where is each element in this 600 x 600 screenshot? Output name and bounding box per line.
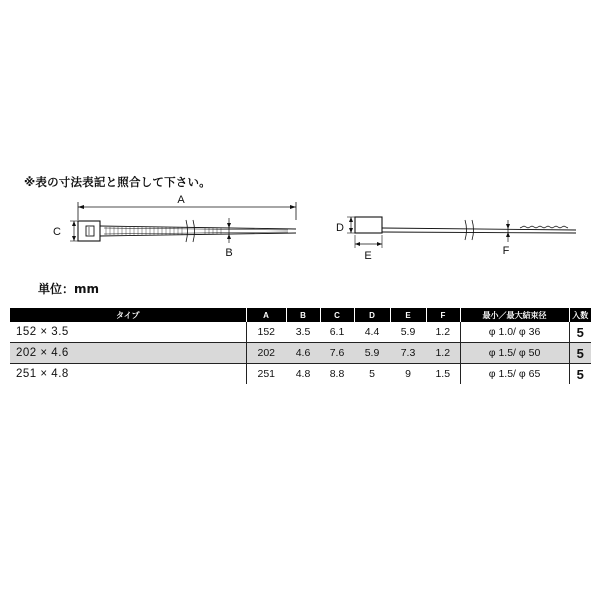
cell-c: 6.1 (320, 322, 354, 343)
cell-a: 152 (246, 322, 286, 343)
cell-d: 4.4 (354, 322, 390, 343)
cell-bundle-diameter: φ 1.5/ φ 50 (460, 343, 569, 364)
cell-b: 4.6 (286, 343, 320, 364)
header-f: F (426, 308, 460, 322)
cell-d: 5.9 (354, 343, 390, 364)
cell-bundle-diameter: φ 1.0/ φ 36 (460, 322, 569, 343)
dim-label-a: A (177, 194, 185, 206)
header-d: D (354, 308, 390, 322)
cell-quantity: 5 (569, 322, 591, 343)
cell-type: 202 × 4.6 (10, 343, 246, 364)
cell-e: 9 (405, 368, 411, 380)
dimension-note: ※表の寸法表記と照合して下さい。 (24, 175, 211, 189)
cell-e: 5.9 (390, 322, 426, 343)
header-a: A (246, 308, 286, 322)
cell-c: 7.6 (320, 343, 354, 364)
cell-type: 251 × 4.8 (10, 364, 246, 385)
table-header-row (10, 308, 591, 322)
header-c: C (320, 308, 354, 322)
unit-label: 単位：mm (38, 282, 100, 296)
cell-bundle-diameter: φ 1.5/ φ 65 (460, 364, 569, 385)
cell-b: 3.5 (286, 322, 320, 343)
table-row (10, 364, 591, 385)
cell-quantity: 5 (569, 343, 591, 364)
cell-c: 8.8 (329, 368, 345, 380)
header-b: B (286, 308, 320, 322)
dim-label-f: F (502, 245, 510, 257)
cell-a: 202 (246, 343, 286, 364)
side-view-illustration (347, 217, 576, 248)
cell-f: 1.2 (426, 343, 460, 364)
cell-f: 1.5 (435, 368, 451, 380)
cell-a: 251 (257, 368, 276, 380)
header-bundle-diameter: 最小／最大結束径 (460, 308, 569, 322)
cell-type: 152 × 3.5 (10, 322, 246, 343)
cell-d: 5 (369, 368, 375, 380)
cable-tie-diagram (0, 190, 600, 270)
dim-label-e: E (364, 250, 372, 262)
header-quantity: 入数 (569, 308, 591, 322)
header-e: E (390, 308, 426, 322)
spec-table (10, 308, 591, 384)
table-row (10, 322, 591, 343)
header-type: タイプ (10, 308, 246, 322)
table-row (10, 343, 591, 364)
cell-b: 4.8 (295, 368, 311, 380)
cell-quantity: 5 (576, 366, 584, 382)
dim-label-c: C (53, 226, 61, 238)
cell-f: 1.2 (426, 322, 460, 343)
top-view-illustration (70, 202, 296, 243)
dim-label-d: D (336, 222, 344, 234)
cell-e: 7.3 (390, 343, 426, 364)
dim-label-b: B (225, 247, 233, 259)
